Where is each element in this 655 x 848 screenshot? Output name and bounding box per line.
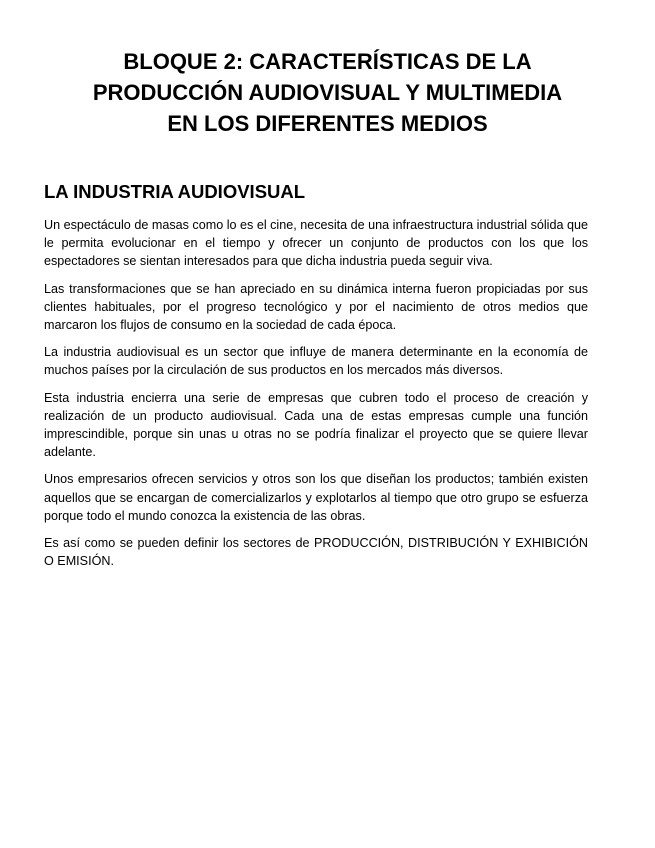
paragraph-2: Las transformaciones que se han apreciado en su dinámica interna fueron propiciadas por sus clientes habituales, por el progreso tecnológico y por el nacimiento de otros medios que marcaron los flujos de consumo en la sociedad de cada época. <box>44 281 588 333</box>
section-heading: LA INDUSTRIA AUDIOVISUAL <box>44 181 306 202</box>
block-title-line-3: EN LOS DIFERENTES MEDIOS <box>167 111 488 136</box>
block-title <box>40 46 615 139</box>
paragraph-6: Es así como se pueden definir los sectores de PRODUCCIÓN, DISTRIBUCIÓN Y EXHIBICIÓN O EMISIÓN. <box>44 536 588 569</box>
block-title-line-2: PRODUCCIÓN AUDIOVISUAL Y MULTIMEDIA <box>92 80 563 105</box>
paragraph-4: Esta industria encierra una serie de empresas que cubren todo el proceso de creación y realización de un producto audiovisual. Cada una de estas empresas cumple una función imprescindible, porque sin unas u otras no se podría finalizar el proyecto que se quiere llevar adelante. <box>44 390 588 460</box>
block-title-line-1: BLOQUE 2: CARACTERÍSTICAS DE LA <box>123 49 532 74</box>
paragraph-5: Unos empresarios ofrecen servicios y otros son los que diseñan los productos; también existen aquellos que se encargan de comercializarlos y explotarlos al tiempo que otro grupo se esfuerza porque todo el mundo conozca la existencia de las obras. <box>44 472 588 523</box>
paragraph-3: La industria audiovisual es un sector que influye de manera determinante en la economía de muchos países por la circulación de sus productos en los mercados más diversos. <box>44 345 588 378</box>
body-text <box>44 216 588 579</box>
paragraph-1: Un espectáculo de masas como lo es el cine, necesita de una infraestructura industrial sólida que le permita evolucionar en el tiempo y ofrecer un conjunto de productos con los que los espectadores se sientan interesados para que dicha industria pueda seguir viva. <box>44 218 588 269</box>
